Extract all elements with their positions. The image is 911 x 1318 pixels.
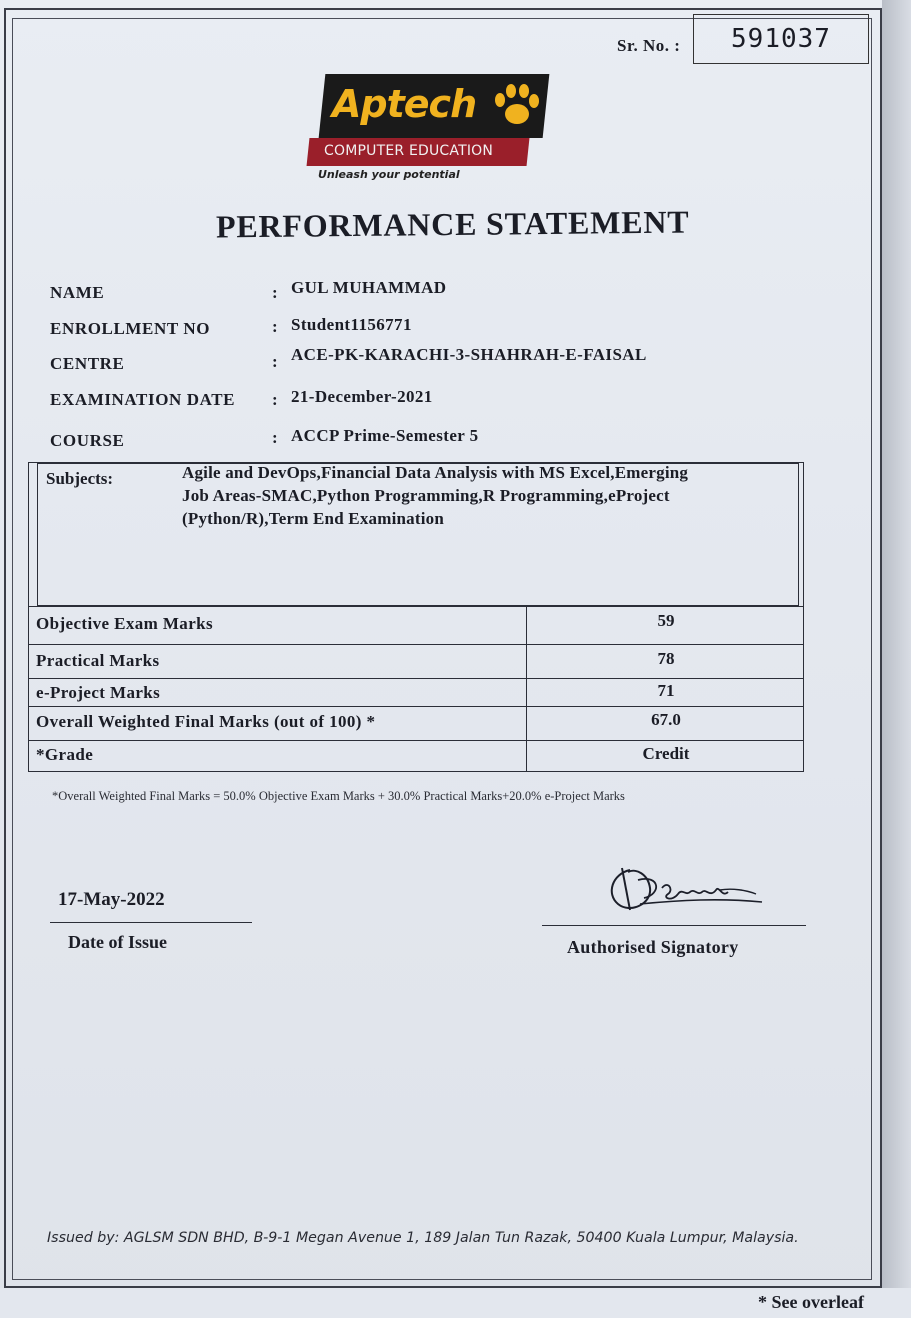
- subjects-list: [182, 461, 788, 530]
- logo-tagline: Unleash your potential: [318, 168, 460, 181]
- subjects-line: (Python/R),Term End Examination: [182, 509, 445, 528]
- column-divider: [526, 606, 527, 772]
- enrollment-colon: :: [272, 317, 278, 336]
- table-row: [28, 606, 804, 644]
- table-row: [28, 740, 804, 772]
- weighting-footnote: *Overall Weighted Final Marks = 50.0% Objective Exam Marks + 30.0% Practical Marks+20.0% e-Project Marks: [52, 789, 625, 803]
- exam-date-label: EXAMINATION DATE: [50, 390, 236, 409]
- exam-date-value: 21-December-2021: [291, 387, 433, 406]
- objective-marks-value: 59: [657, 611, 675, 630]
- issue-date: 17-May-2022: [58, 889, 165, 910]
- centre-colon: :: [272, 352, 278, 371]
- course-label: COURSE: [50, 431, 125, 450]
- exam-date-colon: :: [272, 390, 278, 409]
- centre-label: CENTRE: [50, 354, 125, 373]
- logo-brand-text: Aptech: [332, 82, 477, 126]
- name-value: GUL MUHAMMAD: [291, 278, 447, 297]
- subjects-label: Subjects:: [46, 469, 114, 488]
- table-row: [28, 644, 804, 678]
- grade-value: Credit: [642, 744, 690, 763]
- name-label: NAME: [50, 283, 105, 302]
- eproject-marks-value: 71: [657, 681, 675, 700]
- aptech-logo: [304, 74, 546, 170]
- eproject-marks-label: e-Project Marks: [36, 683, 161, 702]
- course-colon: :: [272, 428, 278, 447]
- table-row: [28, 678, 804, 706]
- enrollment-value: Student1156771: [291, 315, 412, 334]
- practical-marks-value: 78: [657, 649, 675, 668]
- signature-line: [542, 925, 806, 926]
- overall-marks-label: Overall Weighted Final Marks (out of 100) *: [36, 712, 376, 731]
- signature-mark: [600, 860, 770, 927]
- logo-subtitle: COMPUTER EDUCATION: [324, 143, 494, 159]
- signature-drawing: [600, 860, 770, 922]
- enrollment-label: ENROLLMENT NO: [50, 319, 211, 338]
- paw-icon: [490, 82, 542, 135]
- serial-label: Sr. No. :: [617, 36, 681, 55]
- objective-marks-label: Objective Exam Marks: [36, 614, 214, 633]
- grade-label: *Grade: [36, 745, 94, 764]
- issue-date-line: [50, 922, 252, 923]
- signatory-caption: Authorised Signatory: [567, 937, 739, 957]
- issuer-address: Issued by: AGLSM SDN BHD, B-9-1 Megan Avenue 1, 189 Jalan Tun Razak, 50400 Kuala Lumpur, Malaysia.: [47, 1230, 799, 1246]
- course-value: ACCP Prime-Semester 5: [291, 426, 479, 445]
- table-row: [28, 706, 804, 740]
- practical-marks-label: Practical Marks: [36, 651, 160, 670]
- page-edge: [882, 0, 911, 1318]
- overall-marks-value: 67.0: [651, 710, 681, 729]
- subjects-line: Job Areas-SMAC,Python Programming,R Programming,eProject: [182, 486, 670, 505]
- subjects-line: Agile and DevOps,Financial Data Analysis with MS Excel,Emerging: [182, 463, 689, 482]
- issue-date-caption: Date of Issue: [68, 932, 167, 952]
- centre-value: ACE-PK-KARACHI-3-SHAHRAH-E-FAISAL: [291, 345, 647, 364]
- document-title: PERFORMANCE STATEMENT: [215, 203, 690, 245]
- serial-number: 591037: [693, 14, 869, 64]
- name-colon: :: [272, 283, 278, 302]
- see-overleaf-note: * See overleaf: [758, 1292, 864, 1312]
